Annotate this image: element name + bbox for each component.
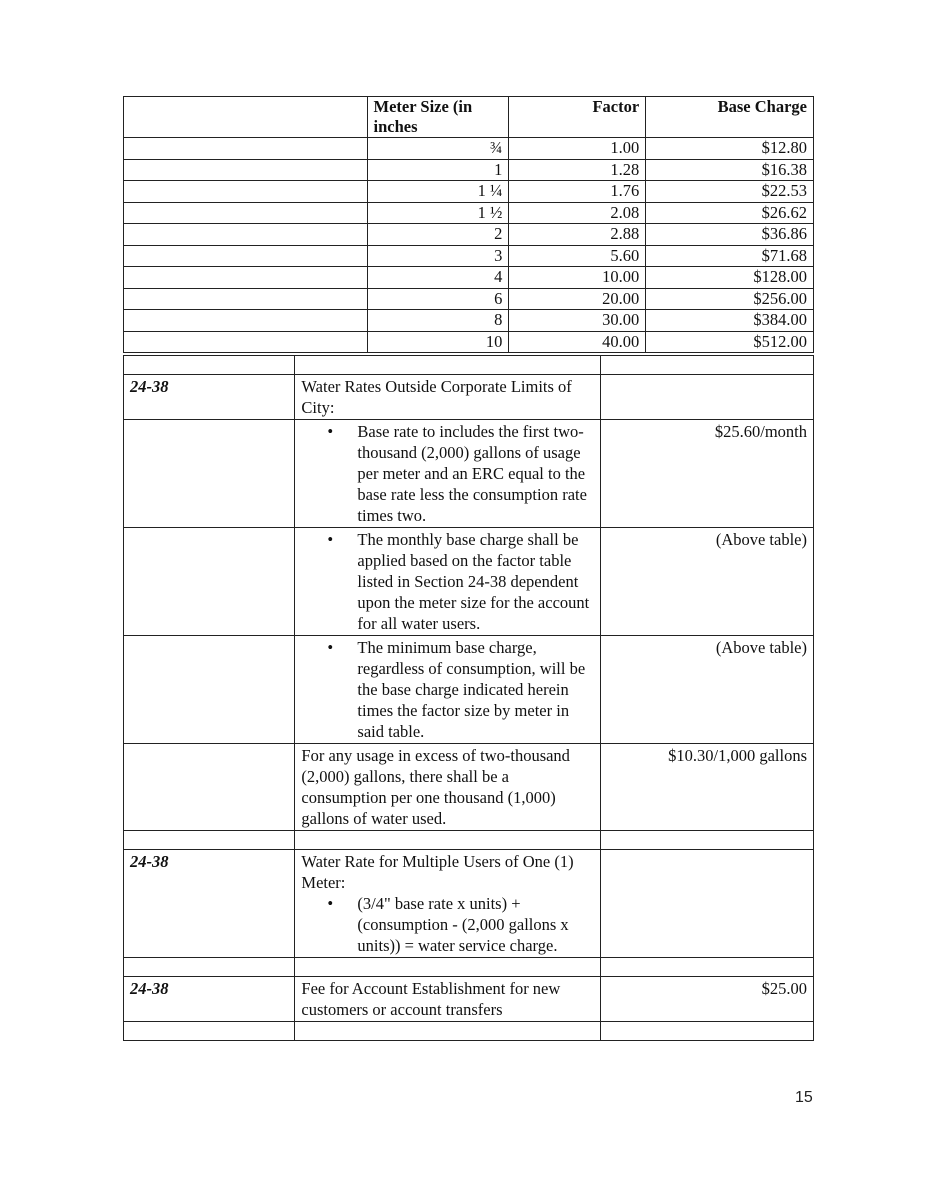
blank-cell <box>124 181 368 203</box>
header-factor: Factor <box>509 97 646 138</box>
blank-cell <box>601 1022 814 1041</box>
meter-size: ¾ <box>367 138 509 160</box>
table-row <box>124 181 814 203</box>
bullet-icon: • <box>327 638 334 657</box>
bullet-cell <box>295 528 601 636</box>
spacer-row <box>124 1022 814 1041</box>
base-charge: $128.00 <box>646 267 814 289</box>
base-charge: $512.00 <box>646 331 814 353</box>
section-title: Fee for Account Establishment for new customers or account transfers <box>295 977 601 1022</box>
meter-size: 4 <box>367 267 509 289</box>
rate-amount: (Above table) <box>601 636 814 744</box>
excess-usage-amount: $10.30/1,000 gallons <box>601 744 814 831</box>
blank-cell <box>124 420 295 528</box>
table-row <box>124 202 814 224</box>
bullet-text: The minimum base charge, regardless of consumption, will be the base charge indicated herein times the factor size by meter in said table. <box>357 638 586 741</box>
blank-cell <box>601 831 814 850</box>
spacer-row <box>124 356 814 375</box>
factor: 5.60 <box>509 245 646 267</box>
excess-usage-text: For any usage in excess of two-thousand (2,000) gallons, there shall be a consumption per one thousand (1,000) gallons of water used. <box>295 744 601 831</box>
base-charge: $384.00 <box>646 310 814 332</box>
blank-cell <box>124 831 295 850</box>
section-title: Water Rate for Multiple Users of One (1) Meter: <box>301 852 574 892</box>
factor: 1.28 <box>509 159 646 181</box>
rate-row <box>124 636 814 744</box>
factor: 2.88 <box>509 224 646 246</box>
blank-cell <box>295 831 601 850</box>
blank-cell <box>601 850 814 958</box>
bullet-cell <box>295 636 601 744</box>
blank-cell <box>124 138 368 160</box>
bullet-icon: • <box>327 894 334 913</box>
table-row <box>124 310 814 332</box>
section-row-account-fee <box>124 977 814 1022</box>
factor: 1.00 <box>509 138 646 160</box>
blank-cell <box>124 245 368 267</box>
table-row <box>124 267 814 289</box>
header-meter-size: Meter Size (in inches <box>367 97 509 138</box>
base-charge: $256.00 <box>646 288 814 310</box>
fee-amount: $25.00 <box>601 977 814 1022</box>
bullet-cell <box>295 420 601 528</box>
factor: 2.08 <box>509 202 646 224</box>
bullet-text: (3/4" base rate x units) + (consumption - (2,000 gallons x units)) = water service charge. <box>357 894 569 955</box>
table-row <box>124 159 814 181</box>
bullet-icon: • <box>327 422 334 441</box>
rate-amount: $25.60/month <box>601 420 814 528</box>
blank-cell <box>124 958 295 977</box>
section-row-outside-limits <box>124 375 814 420</box>
bullet-text: Base rate to includes the first two-thousand (2,000) gallons of usage per meter and an ERC equal to the base rate less the consumption rate times two. <box>357 422 587 525</box>
rate-amount: (Above table) <box>601 528 814 636</box>
meter-size: 6 <box>367 288 509 310</box>
section-title: Water Rates Outside Corporate Limits of City: <box>295 375 601 420</box>
blank-cell <box>124 744 295 831</box>
table-row <box>124 288 814 310</box>
blank-cell <box>601 958 814 977</box>
table-row <box>124 331 814 353</box>
blank-cell <box>295 958 601 977</box>
factor: 20.00 <box>509 288 646 310</box>
rate-row <box>124 528 814 636</box>
blank-cell <box>601 375 814 420</box>
ordinance-rate-table <box>123 355 814 1041</box>
blank-cell <box>601 356 814 375</box>
rate-row <box>124 744 814 831</box>
blank-cell <box>124 288 368 310</box>
bullet-text: The monthly base charge shall be applied based on the factor table listed in Section 24-38 dependent upon the meter size for the account for all water users. <box>357 530 590 633</box>
blank-cell <box>124 202 368 224</box>
blank-cell <box>295 356 601 375</box>
table-row <box>124 138 814 160</box>
base-charge: $22.53 <box>646 181 814 203</box>
page-number: 15 <box>795 1089 813 1106</box>
factor: 1.76 <box>509 181 646 203</box>
header-blank <box>124 97 368 138</box>
base-charge: $16.38 <box>646 159 814 181</box>
meter-size: 1 ½ <box>367 202 509 224</box>
section-row-multiple-users <box>124 850 814 958</box>
section-number: 24-38 <box>124 375 295 420</box>
blank-cell <box>124 356 295 375</box>
spacer-row <box>124 958 814 977</box>
base-charge: $71.68 <box>646 245 814 267</box>
bullet-icon: • <box>327 530 334 549</box>
meter-size: 1 <box>367 159 509 181</box>
meter-table-header <box>124 97 814 138</box>
meter-factor-table <box>123 96 814 353</box>
meter-size: 1 ¼ <box>367 181 509 203</box>
base-charge: $12.80 <box>646 138 814 160</box>
section-number: 24-38 <box>124 977 295 1022</box>
blank-cell <box>124 224 368 246</box>
table-row <box>124 245 814 267</box>
header-base-charge: Base Charge <box>646 97 814 138</box>
blank-cell <box>124 528 295 636</box>
meter-size: 10 <box>367 331 509 353</box>
blank-cell <box>295 1022 601 1041</box>
meter-size: 3 <box>367 245 509 267</box>
rate-row <box>124 420 814 528</box>
blank-cell <box>124 310 368 332</box>
base-charge: $36.86 <box>646 224 814 246</box>
factor: 40.00 <box>509 331 646 353</box>
spacer-row <box>124 831 814 850</box>
multiple-users-cell <box>295 850 601 958</box>
table-row <box>124 224 814 246</box>
base-charge: $26.62 <box>646 202 814 224</box>
blank-cell <box>124 159 368 181</box>
section-number: 24-38 <box>124 850 295 958</box>
blank-cell <box>124 267 368 289</box>
meter-size: 2 <box>367 224 509 246</box>
blank-cell <box>124 1022 295 1041</box>
blank-cell <box>124 636 295 744</box>
factor: 30.00 <box>509 310 646 332</box>
factor: 10.00 <box>509 267 646 289</box>
meter-size: 8 <box>367 310 509 332</box>
blank-cell <box>124 331 368 353</box>
